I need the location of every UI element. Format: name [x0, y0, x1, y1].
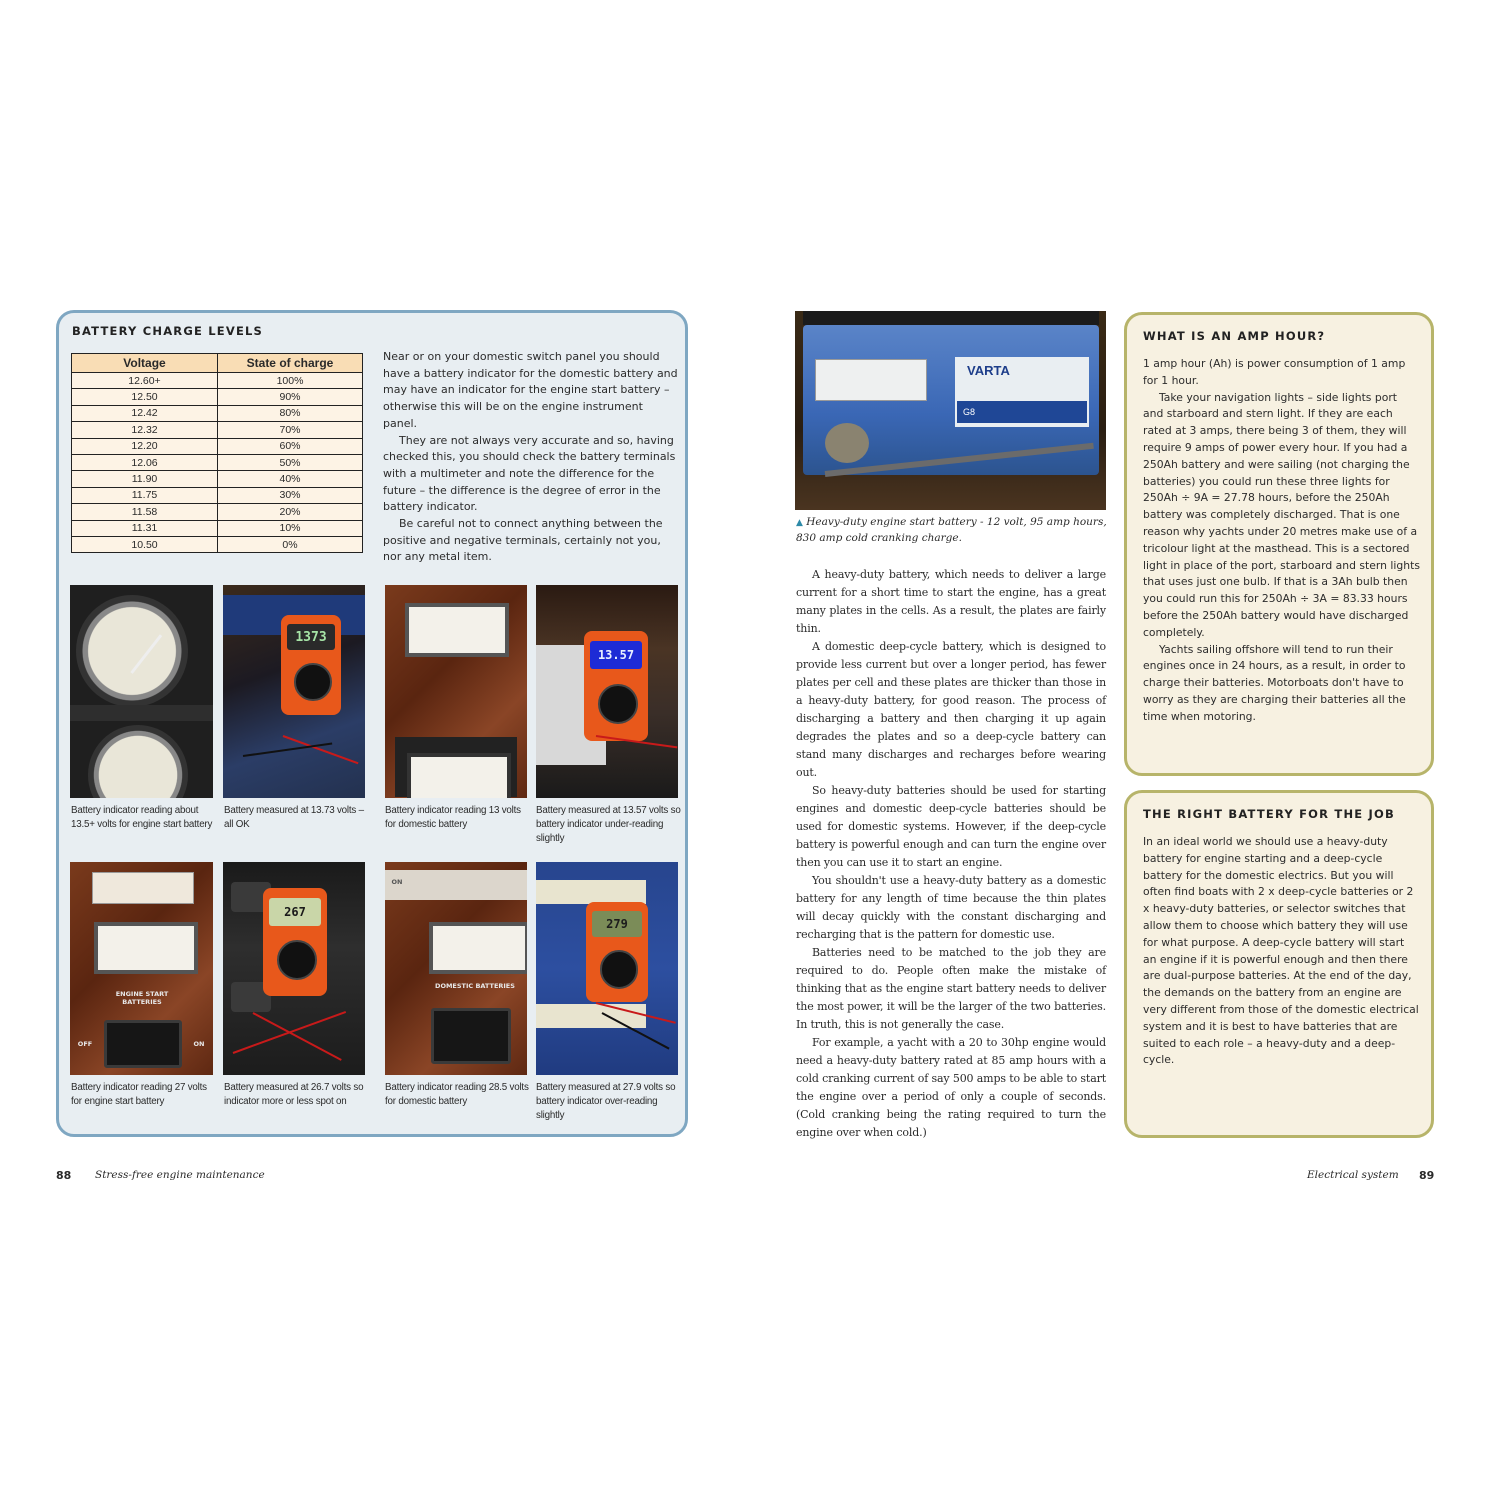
box-title: BATTERY CHARGE LEVELS — [72, 324, 264, 338]
intro-text — [383, 349, 679, 566]
running-head-right: Electrical system — [1307, 1169, 1399, 1181]
voltage-cell: 12.20 — [72, 438, 218, 454]
multimeter-icon: 13.57 — [584, 631, 648, 741]
right-battery-text — [1143, 834, 1420, 1069]
state-of-charge-cell: 0% — [218, 536, 363, 552]
analog-meter-icon — [405, 603, 509, 657]
gauge-icon — [88, 725, 188, 798]
intro-paragraph: Near or on your domestic switch panel you should have a battery indicator for the domestic battery and may have an indicator for the engine start battery – otherwise this will be on the engine instrument panel. — [383, 350, 678, 430]
engine-start-plate: ENGINE START BATTERIES — [115, 990, 169, 1006]
body-paragraph: For example, a yacht with a 20 to 30hp engine would need a heavy-duty battery rated at 85 amp hours with a cold cranking current of say 500 amps to be able to start the engine over a period of only a couple of seconds. (Cold cranking being the rating required to turn the engine over when cold.) — [796, 1036, 1106, 1139]
amp-hour-title: WHAT IS AN AMP HOUR? — [1143, 329, 1326, 343]
table-row — [72, 454, 363, 470]
photo-domestic-panel: ON DOMESTIC BATTERIES — [385, 862, 527, 1075]
amp-paragraph: Yachts sailing offshore will tend to run their engines once in 24 hours, as a result, in order to charge their batteries. Motorboats don't have to worry as they are charging their batteries all the time when motoring. — [1143, 642, 1406, 723]
table-header-state: State of charge — [218, 354, 363, 373]
rocker-switch-icon — [431, 1008, 511, 1064]
table-header-voltage: Voltage — [72, 354, 218, 373]
state-of-charge-cell: 30% — [218, 487, 363, 503]
voltage-cell: 11.75 — [72, 487, 218, 503]
right-battery-title: THE RIGHT BATTERY FOR THE JOB — [1143, 807, 1395, 821]
state-of-charge-cell: 40% — [218, 471, 363, 487]
domestic-plate: DOMESTIC BATTERIES — [435, 982, 515, 990]
table-row — [72, 389, 363, 405]
state-of-charge-cell: 70% — [218, 422, 363, 438]
photo-caption: Battery measured at 13.57 volts so battery indicator under-reading slightly — [536, 805, 681, 844]
photo-caption: Battery indicator reading 27 volts for engine start battery — [71, 1082, 207, 1107]
analog-meter-icon — [94, 922, 198, 974]
running-head-left: Stress-free engine maintenance — [95, 1169, 265, 1181]
state-of-charge-cell: 100% — [218, 373, 363, 389]
photo-caption: Battery measured at 27.9 volts so battery indicator over-reading slightly — [536, 1082, 676, 1121]
photo-multimeter-3 — [223, 862, 365, 1075]
main-body-text — [796, 566, 1106, 1142]
charge-levels-table — [71, 353, 363, 553]
table-row — [72, 536, 363, 552]
body-paragraph: You shouldn't use a heavy-duty battery as a domestic battery for any length of time because the thin plates will decay quickly with the constant discharging and recharging that is the pattern for domestic use. — [796, 874, 1106, 941]
photo-multimeter-2 — [536, 585, 678, 798]
amp-paragraph: Take your navigation lights – side lights port and starboard and stern light. If they are each rated at 3 amps, there being 3 of them, they will require 9 amps of power every hour. If you had a 250Ah battery and were sailing (not charging the batteries) you could run these three lights for 250Ah ÷ 9A = 27.78 hours, before the 250Ah battery was completely discharged. That is one reason why yachts under 20 metres make use of a tricolour light at the masthead. This is a sectored light in place of the port, starboard and stern lights that uses just one bulb. If that is a 3Ah bulb then you could run this for 250Ah ÷ 3A = 83.33 hours before the 250Ah battery would have discharged completely. — [1143, 390, 1420, 639]
amp-paragraph: 1 amp hour (Ah) is power consumption of 1 amp for 1 hour. — [1143, 357, 1406, 387]
voltmeter-gauge-icon — [76, 595, 188, 707]
photo-caption: Battery measured at 13.73 volts – all OK — [224, 805, 364, 830]
photo-caption: Battery measured at 26.7 volts so indicator more or less spot on — [224, 1082, 364, 1107]
voltage-cell: 12.42 — [72, 405, 218, 421]
photo-caption: Battery indicator reading 13 volts for domestic battery — [385, 805, 521, 830]
photo-engine-gauge — [70, 585, 213, 798]
job-paragraph: In an ideal world we should use a heavy-duty battery for engine starting and a deep-cycle battery for the domestic electrics. But you will often find boats with 2 x deep-cycle batteries or 2 x heavy-duty batteries, or selector switches that allow them to choose which battery they will use for what purpose. A deep-cycle battery will start an engine if it is powerful enough and then there are dual-purpose batteries. At the end of the day, the demands on the battery from an engine are very different from those of the domestic electrical system and it is best to have batteries that are suited to each role – a heavy-duty and a deep-cycle. — [1143, 835, 1419, 1067]
body-paragraph: So heavy-duty batteries should be used for starting engines and domestic deep-cycle batteries should be used for domestic systems. However, if the deep-cycle battery is powerful enough and can turn the engine over then you can use it to start an engine. — [796, 784, 1106, 869]
table-row — [72, 405, 363, 421]
state-of-charge-cell: 20% — [218, 504, 363, 520]
photo-varta-battery — [795, 311, 1106, 510]
body-paragraph: A domestic deep-cycle battery, which is designed to provide less current but over a longer period, has fewer plates per cell and these plates are thicker than those in a heavy-duty battery, for good reason. The process of discharging a battery and then charging it up again degrades the plates and so a deep-cycle battery can stand many discharges and recharges before wearing out. — [796, 640, 1106, 779]
table-row — [72, 487, 363, 503]
voltage-cell: 12.06 — [72, 454, 218, 470]
state-of-charge-cell: 10% — [218, 520, 363, 536]
photo-caption: Battery indicator reading about 13.5+ volts for engine start battery — [71, 805, 213, 830]
voltage-cell: 11.31 — [72, 520, 218, 536]
folio-right: 89 — [1419, 1169, 1435, 1182]
battery-code: G8 — [957, 401, 1087, 423]
table-row — [72, 471, 363, 487]
voltage-cell: 10.50 — [72, 536, 218, 552]
photo-engine-start-panel: ENGINE START BATTERIES OFF ON — [70, 862, 213, 1075]
intro-paragraph: Be careful not to connect anything between the positive and negative terminals, certainly not you, nor any metal item. — [383, 517, 663, 564]
table-row — [72, 504, 363, 520]
voltage-cell: 12.32 — [72, 422, 218, 438]
photo-caption: Battery indicator reading 28.5 volts for domestic battery — [385, 1082, 529, 1107]
photo-domestic-gauge — [385, 585, 527, 798]
table-row — [72, 520, 363, 536]
table-row — [72, 422, 363, 438]
intro-paragraph: They are not always very accurate and so, having checked this, you should check the battery terminals with a multimeter and note the difference for the future – the difference is the degree of error in the battery indicator. — [383, 433, 676, 514]
battery-brand: VARTA — [967, 363, 1010, 378]
voltage-cell: 12.60+ — [72, 373, 218, 389]
rocker-switch-icon — [104, 1020, 182, 1068]
body-paragraph: A heavy-duty battery, which needs to deliver a large current for a short time to start the engine, has a great many plates in the cells. As a result, the plates are fairly thin. — [796, 568, 1106, 635]
table-row — [72, 373, 363, 389]
photo-multimeter-1 — [223, 585, 365, 798]
state-of-charge-cell: 90% — [218, 389, 363, 405]
multimeter-icon: 1373 — [281, 615, 341, 715]
analog-meter-icon — [407, 753, 511, 798]
battery-terminal-icon — [825, 423, 869, 463]
caption-triangle-icon: ▲ — [796, 518, 803, 528]
photo-multimeter-4 — [536, 862, 678, 1075]
voltage-cell: 12.50 — [72, 389, 218, 405]
folio-left: 88 — [56, 1169, 72, 1182]
analog-meter-icon — [429, 922, 527, 974]
voltage-cell: 11.90 — [72, 471, 218, 487]
amp-hour-text — [1143, 356, 1420, 726]
multimeter-icon: 267 — [263, 888, 327, 996]
state-of-charge-cell: 50% — [218, 454, 363, 470]
battery-photo-caption: ▲ Heavy-duty engine start battery - 12 volt, 95 amp hours, 830 amp cold cranking charge. — [796, 516, 1107, 544]
state-of-charge-cell: 60% — [218, 438, 363, 454]
table-row — [72, 438, 363, 454]
body-paragraph: Batteries need to be matched to the job they are required to do. People often make the mistake of thinking that as the engine start battery needs to deliver the most power, it will be the larger of the two batteries. In truth, this is not generally the case. — [796, 946, 1106, 1031]
state-of-charge-cell: 80% — [218, 405, 363, 421]
voltage-cell: 11.58 — [72, 504, 218, 520]
multimeter-icon: 279 — [586, 902, 648, 1002]
